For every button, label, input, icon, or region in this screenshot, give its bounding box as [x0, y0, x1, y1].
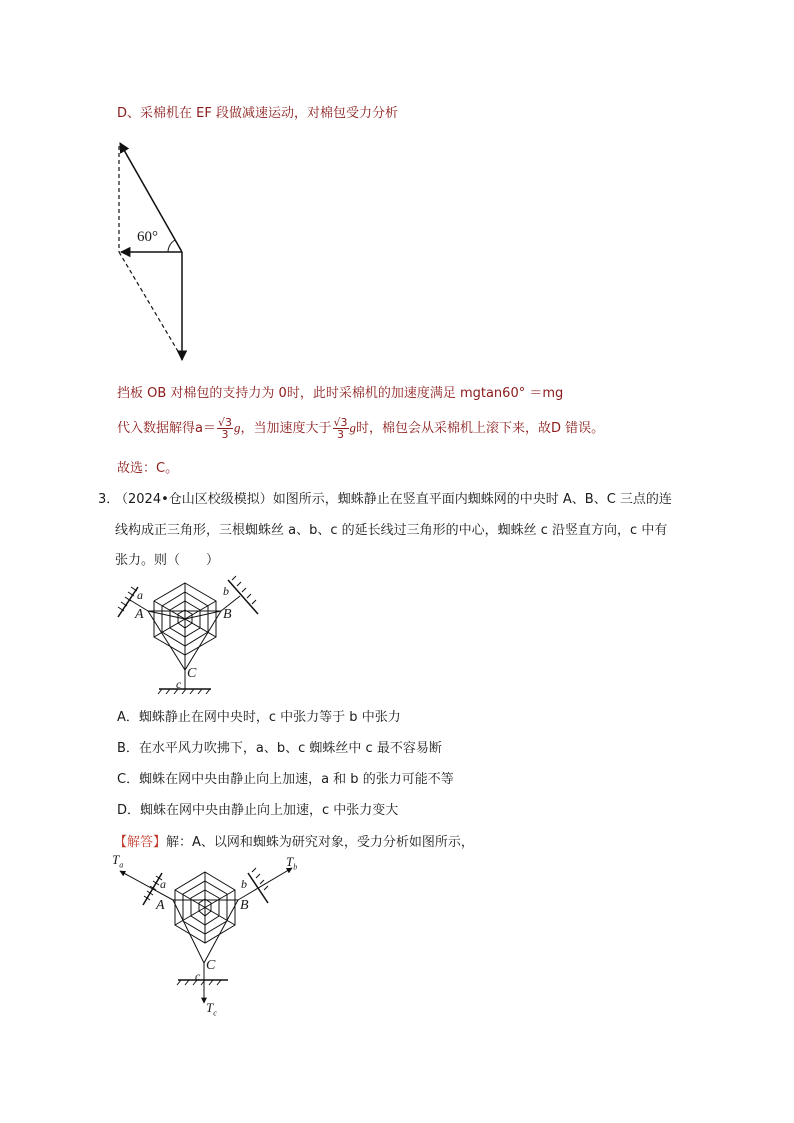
- question-line-1: （2024•仓山区校级模拟）如图所示，蜘蛛静止在竖直平面内蜘蛛网的中央时 A、B、C 三点的连: [115, 492, 672, 507]
- question-line-2: 线构成正三角形，三根蜘蛛丝 a、b、c 的延长线过三角形的中心，蜘蛛丝 c 沿竖直方向，c 中有: [115, 523, 668, 538]
- question-number: 3．: [98, 492, 120, 507]
- option-b: B．在水平风力吹拂下，a、b、c 蜘蛛丝中 c 最不容易断: [117, 741, 442, 756]
- solution-tag: 【解答】: [114, 835, 167, 850]
- label-b-2: b: [241, 877, 247, 891]
- question-line-3: 张力。则（ ）: [115, 553, 220, 568]
- analysis-prefix: 代入数据解得a＝: [117, 421, 216, 436]
- label-Ta: $T_a$: [112, 852, 124, 870]
- label-Tb: $T_b$: [286, 854, 298, 872]
- label-c-2: c: [195, 969, 201, 983]
- option-c: C．蜘蛛在网中央由静止向上加速，a 和 b 的张力可能不等: [117, 772, 454, 787]
- label-A: A: [135, 607, 144, 622]
- option-d-heading: D、采棉机在 EF 段做减速运动，对棉包受力分析: [117, 106, 398, 121]
- label-a-2: a: [160, 877, 166, 891]
- label-B-2: B: [240, 898, 249, 913]
- option-a: A．蜘蛛静止在网中央时，c 中张力等于 b 中张力: [117, 710, 401, 725]
- label-Tc: $T_c$: [206, 1000, 217, 1018]
- label-c: c: [176, 677, 182, 691]
- analysis-line-1: 挡板 OB 对棉包的支持力为 0时，此时采棉机的加速度满足 mgtan60° ＝mg: [117, 386, 564, 401]
- answer-line: 故选：C。: [117, 461, 179, 476]
- angle-label: 60°: [137, 229, 158, 245]
- label-C-2: C: [206, 958, 216, 973]
- label-B: B: [223, 607, 232, 622]
- label-a: a: [137, 588, 143, 602]
- analysis-line-2: 代入数据解得a＝ $\frac{√3}{3}$ g，当加速度大于 $\frac{√3}{3}$ g时，棉包会从采棉机上滚下来，故D 错误。: [117, 416, 605, 441]
- label-A-2: A: [156, 898, 165, 913]
- solution-text: 解：A、以网和蜘蛛为研究对象，受力分析如图所示，: [166, 835, 474, 850]
- fraction-sqrt3-over-3: $\frac{√3}{3}$: [217, 416, 232, 441]
- label-C: C: [187, 666, 197, 681]
- option-d: D．蜘蛛在网中央由静止向上加速，c 中张力变大: [117, 803, 399, 818]
- fraction-sqrt3-over-3-b: $\frac{√3}{3}$: [333, 416, 348, 441]
- label-b: b: [223, 584, 229, 598]
